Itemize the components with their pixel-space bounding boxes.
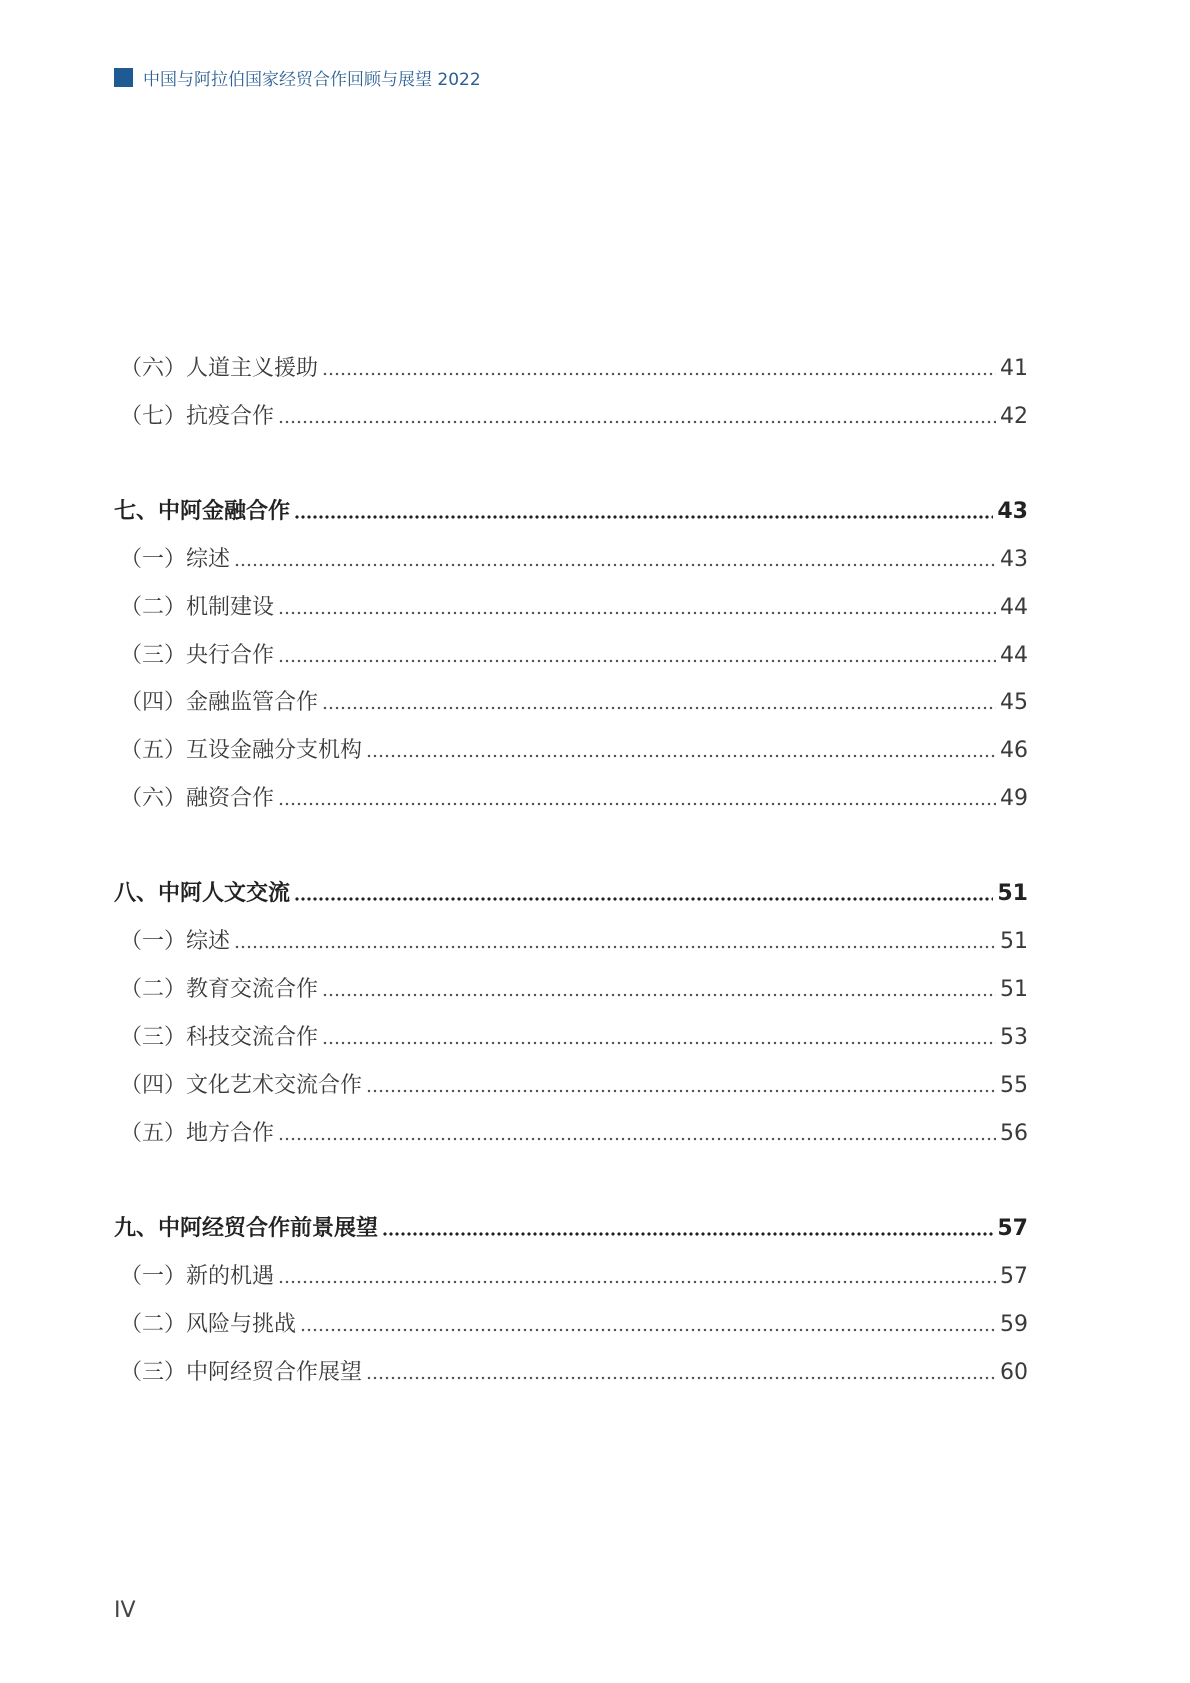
toc-entry-page: 55	[1000, 1073, 1028, 1098]
toc-section-entry[interactable]	[114, 589, 1028, 623]
toc-entry-page: 42	[1000, 404, 1028, 429]
toc-entry-page: 51	[997, 881, 1028, 906]
toc-dot-leader	[300, 1327, 996, 1333]
toc-entry-page: 57	[997, 1216, 1028, 1241]
toc-section-entry[interactable]	[114, 637, 1028, 671]
toc-section-entry[interactable]	[114, 732, 1028, 766]
toc-entry-label: （六）融资合作	[120, 786, 275, 811]
toc-entry-label: （三）科技交流合作	[120, 1025, 319, 1050]
toc-entry-label: 九、中阿经贸合作前景展望	[114, 1216, 379, 1241]
toc-section-entry[interactable]	[114, 971, 1028, 1005]
toc-entry-label: （四）金融监管合作	[120, 690, 319, 715]
toc-entry-page: 57	[1000, 1264, 1028, 1289]
toc-dot-leader	[278, 1279, 996, 1285]
toc-dot-leader	[366, 1375, 996, 1381]
toc-chapter-entry[interactable]	[114, 875, 1028, 909]
toc-entry-page: 43	[997, 499, 1028, 524]
toc-section-entry[interactable]	[114, 541, 1028, 575]
toc-dot-leader	[278, 419, 996, 425]
toc-section-entry[interactable]	[114, 1354, 1028, 1388]
toc-dot-leader	[366, 753, 996, 759]
toc-dot-leader	[234, 944, 996, 950]
toc-entry-label: 八、中阿人文交流	[114, 881, 291, 906]
toc-entry-label: （六）人道主义援助	[120, 356, 319, 381]
toc-entry-label: 七、中阿金融合作	[114, 499, 291, 524]
toc-entry-page: 51	[1000, 929, 1028, 954]
toc-entry-page: 46	[1000, 738, 1028, 763]
toc-entry-label: （一）综述	[120, 929, 231, 954]
toc-dot-leader	[278, 610, 996, 616]
toc-chapter-entry[interactable]	[114, 1210, 1028, 1244]
toc-entry-label: （四）文化艺术交流合作	[120, 1073, 363, 1098]
toc-section-entry[interactable]	[114, 1019, 1028, 1053]
toc-dot-leader	[322, 371, 996, 377]
toc-entry-page: 44	[1000, 595, 1028, 620]
toc-entry-label: （三）央行合作	[120, 643, 275, 668]
toc-chapter-entry[interactable]	[114, 493, 1028, 527]
page-number: IV	[114, 1598, 136, 1623]
toc-section-entry[interactable]	[114, 1258, 1028, 1292]
toc-section-entry[interactable]	[114, 1115, 1028, 1149]
header-title: 中国与阿拉伯国家经贸合作回顾与展望 2022	[143, 69, 481, 90]
toc-entry-label: （七）抗疫合作	[120, 404, 275, 429]
toc-dot-leader	[322, 1040, 996, 1046]
toc-dot-leader	[366, 1088, 996, 1094]
toc-section-entry[interactable]	[114, 780, 1028, 814]
running-header	[114, 64, 481, 90]
toc-entry-label: （二）机制建设	[120, 595, 275, 620]
toc-dot-leader	[322, 992, 996, 998]
toc-entry-label: （二）教育交流合作	[120, 977, 319, 1002]
toc-dot-leader	[294, 896, 993, 902]
header-square-icon	[114, 68, 133, 87]
toc-entry-page: 53	[1000, 1025, 1028, 1050]
toc-entry-label: （一）新的机遇	[120, 1264, 275, 1289]
toc-section-entry[interactable]	[114, 684, 1028, 718]
toc-dot-leader	[382, 1231, 993, 1237]
toc-section-entry[interactable]	[114, 923, 1028, 957]
toc-section-entry[interactable]	[114, 1306, 1028, 1340]
toc-dot-leader	[278, 801, 996, 807]
toc-section-entry[interactable]	[114, 398, 1028, 432]
toc-dot-leader	[294, 514, 993, 520]
toc-entry-label: （一）综述	[120, 547, 231, 572]
toc-entry-page: 41	[1000, 356, 1028, 381]
toc-entry-label: （五）地方合作	[120, 1121, 275, 1146]
toc-entry-page: 49	[1000, 786, 1028, 811]
toc-entry-page: 51	[1000, 977, 1028, 1002]
toc-dot-leader	[234, 562, 996, 568]
toc-dot-leader	[278, 1136, 996, 1142]
toc-entry-page: 56	[1000, 1121, 1028, 1146]
toc-entry-page: 44	[1000, 643, 1028, 668]
toc-dot-leader	[322, 705, 996, 711]
toc-entry-label: （二）风险与挑战	[120, 1312, 297, 1337]
toc-section-entry[interactable]	[114, 1067, 1028, 1101]
toc-entry-page: 45	[1000, 690, 1028, 715]
toc-entry-label: （三）中阿经贸合作展望	[120, 1360, 363, 1385]
toc-entry-page: 43	[1000, 547, 1028, 572]
toc-entry-page: 60	[1000, 1360, 1028, 1385]
toc-entry-label: （五）互设金融分支机构	[120, 738, 363, 763]
toc-section-entry[interactable]	[114, 350, 1028, 384]
toc-entry-page: 59	[1000, 1312, 1028, 1337]
toc-dot-leader	[278, 658, 996, 664]
